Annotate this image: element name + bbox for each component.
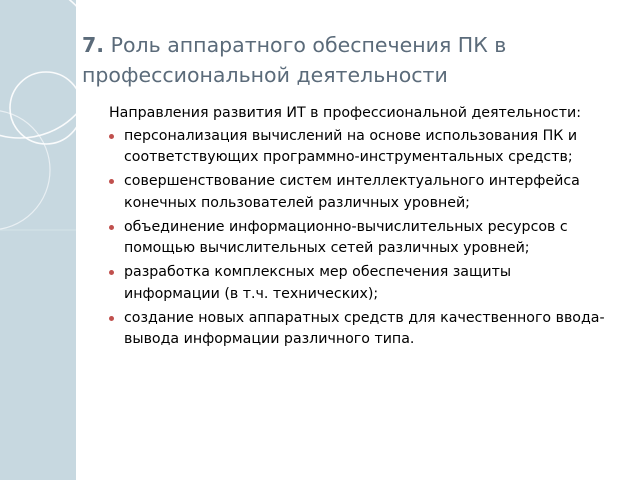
bullet-dot-icon: [109, 225, 114, 230]
bullet-dot-icon: [109, 270, 114, 275]
list-item: [107, 217, 607, 260]
slide-title: [82, 30, 622, 90]
decorative-circles-graphic: [0, 0, 76, 480]
intro-text: Направления развития ИТ в профессиональной деятельности:: [109, 105, 581, 121]
list-item-text: разработка комплексных мер обеспечения защиты информации (в т.ч. технических);: [124, 264, 512, 302]
list-item-text: создание новых аппаратных средств для качественного ввода-вывода информации различного типа.: [124, 309, 605, 347]
bullet-list: [107, 126, 607, 351]
list-item-text: персонализация вычислений на основе использования ПК и соответствующих программно-инструментальных средств;: [124, 127, 578, 165]
bullet-dot-icon: [109, 316, 114, 321]
decorative-side-band: [0, 0, 76, 480]
list-item: [107, 171, 607, 214]
slide-content: [107, 103, 607, 353]
list-item-text: совершенствование систем интеллектуального интерфейса конечных пользователей различных уровней;: [124, 173, 580, 211]
bullet-dot-icon: [109, 179, 114, 184]
list-item: [107, 126, 607, 169]
title-text: Роль аппаратного обеспечения ПК в профессиональной деятельности: [82, 33, 507, 87]
list-item-text: объединение информационно-вычислительных ресурсов с помощью вычислительных сетей различных уровней;: [124, 218, 568, 256]
bullet-dot-icon: [109, 134, 114, 139]
list-item: [107, 308, 607, 351]
band-divider: [76, 0, 78, 480]
list-item: [107, 262, 607, 305]
title-number: 7.: [82, 33, 105, 57]
